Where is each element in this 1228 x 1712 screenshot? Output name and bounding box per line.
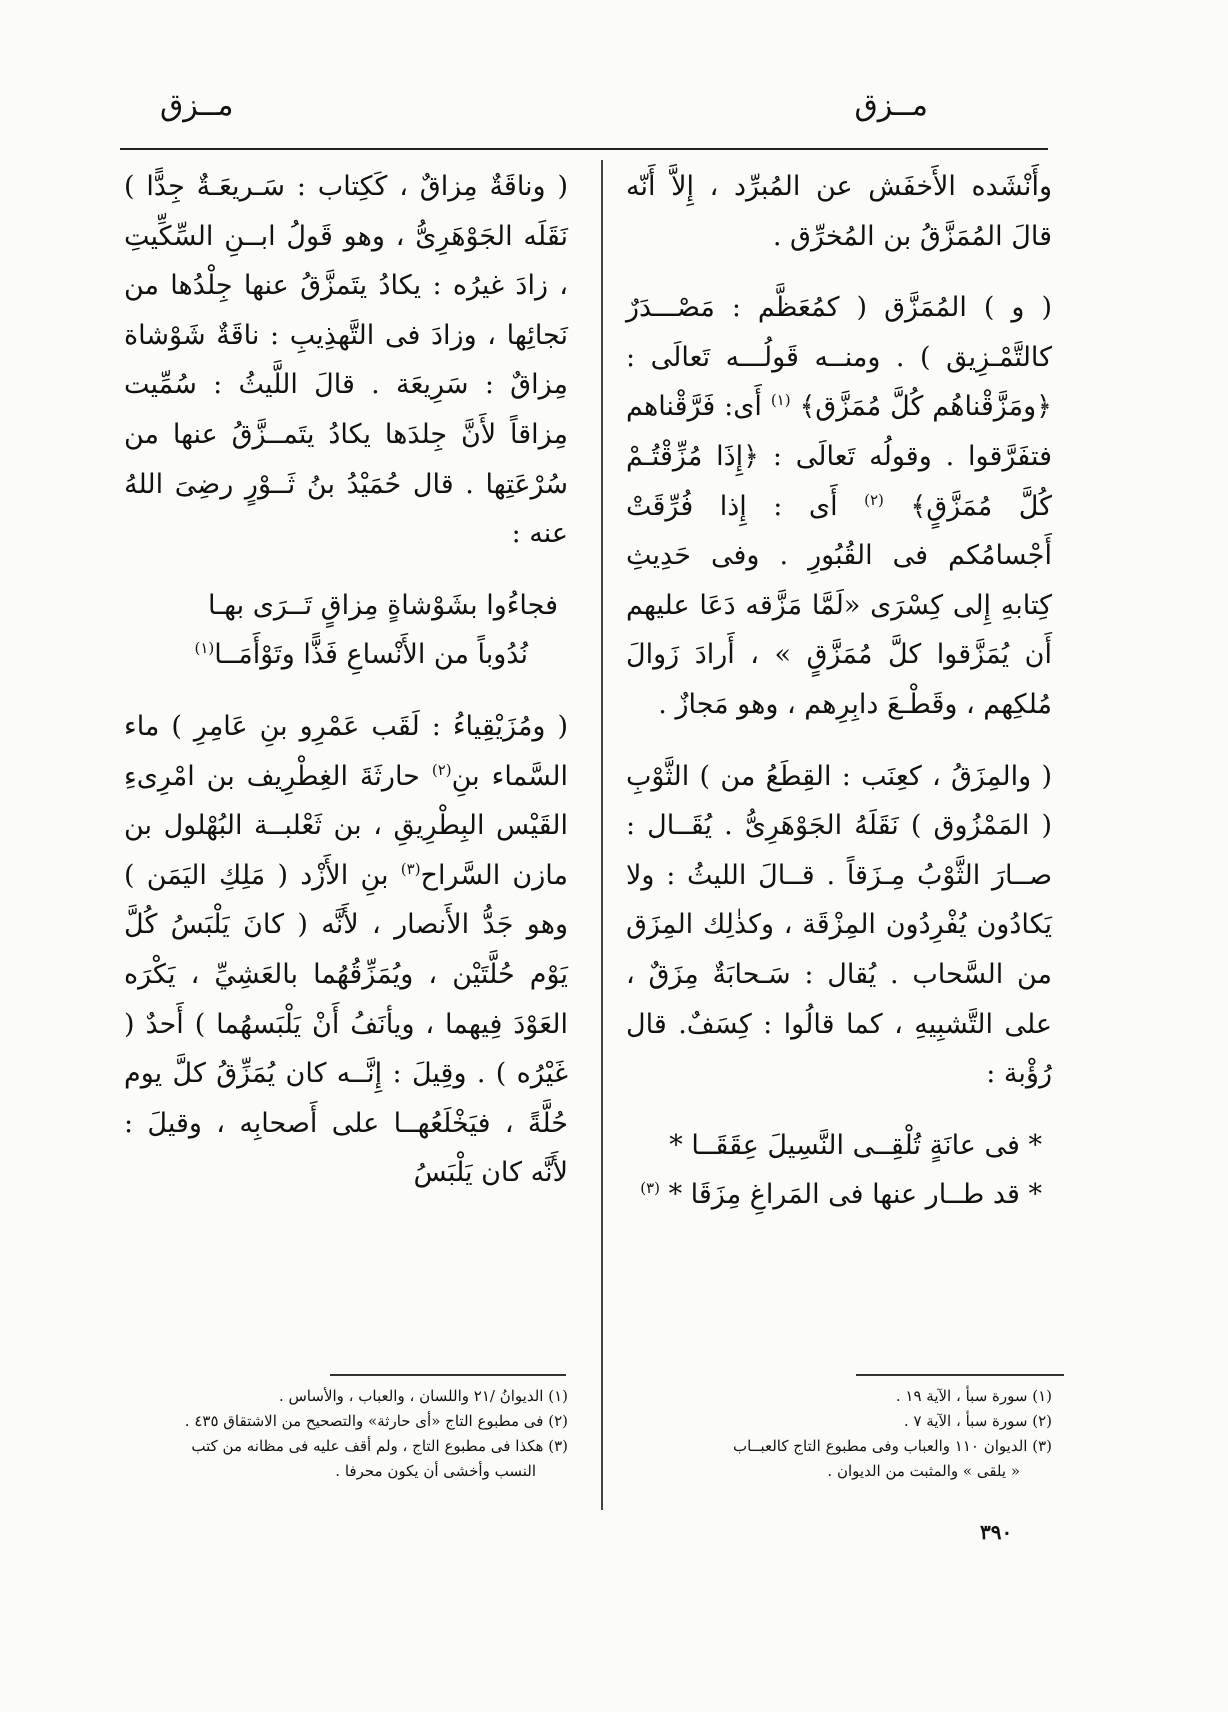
- footnote-rule-right: [856, 1374, 1064, 1376]
- verse-line-text: * قد طــار عنها فى المَراغِ مِزَقَا *: [668, 1179, 1042, 1211]
- right-p2-text-b: أَى: فَرَّقْناهم فتفَرَّقوا . وقولُه تَعالَى : ﴿إِذَا مُزِّقْتُـمْ كُلَّ مُمَزَّقٍ﴾: [626, 391, 1052, 522]
- right-paragraph-1: [626, 162, 1052, 261]
- footnote: (١) الديوانُ /٢١ واللسان ، والعباب ، والأساس .: [278, 1387, 568, 1405]
- running-head-left: مــزق: [160, 88, 234, 123]
- footnote-rule-left: [330, 1374, 566, 1376]
- footnote-ref: (٢): [431, 760, 452, 779]
- right-paragraph-2: [626, 283, 1052, 729]
- verse-line: [626, 1121, 1052, 1171]
- right-p2-text-a: ( و ) المُمَزَّق ( كمُعَظَّم : مَصْـــدَرٌ كالتَّمْـزِيق ) . ومنــه قَولُـــه تَعالَى : ﴿ومَزَّقْناهُم كُلَّ مُمَزَّق﴾: [626, 292, 1052, 423]
- footnote-ref: (٣): [400, 859, 421, 878]
- left-p1-text: ( وناقَةٌ مِزاقٌ ، كَكِتاب : سَـريعَـةٌ جِدًّا ) نَقَلَه الجَوْهَرِىُّ ، وهو قَولُ ابــنِ السِّكِّيتِ ، زادَ غيرُه : يكادُ يتَمزَّقُ عنها جِلْدُها من نَجائِها ، وزادَ فى التَّهذِيبِ : ناقَةٌ شَوْشاة مِزاقٌ : سَرِيعَة . قالَ اللَّيثُ : سُمِّيت مِزاقاً لأَنَّ جِلدَها يكادُ يتَمــزَّقُ عنها من سُرْعَتِها . قال حُمَيْدُ بنُ ثَــوْرٍ رضِىَ اللهُ عنه :: [124, 171, 568, 550]
- verse-line-text: نُدُوباً من الأَنْساعِ فَذًّا وتَوْأَمَــا: [214, 639, 528, 671]
- left-paragraph-2: [124, 702, 568, 1198]
- right-p3-text: ( والمِزَقُ ، كعِنَب : القِطَعُ من ) الثَّوْبِ ( المَمْزُوق ) نَقَلَهُ الجَوْهَرِىُّ . يُقَــال : صــارَ الثَّوْبُ مِـزَقاً . قــالَ الليثُ : ولا يَكادُون يُفْرِدُون المِزْقَة ، وكذٰلِك المِزَق من السَّحاب . يُقال : سَـحابَةٌ مِزَقٌ ، على التَّشبِيهِ ، كما قالُوا : كِسَفٌ. قال رُؤْبة :: [626, 760, 1052, 1090]
- left-column: [124, 162, 568, 1220]
- footnote-ref: (١): [770, 391, 791, 410]
- right-p2-text-c: أَى : إِذا فُرِّقَتْ أَجْسامُكم فى القُبُورِ . وفى حَدِيثِ كِتابهِ إِلى كِسْرَى «لَمَّا مَزَّقه دَعَا عليهم أَن يُمَزَّقوا كلَّ مُمَزَّقٍ » ، أَرادَ زَوالَ مُلكِهم ، وقَطْـعَ دابِرِهم ، وهو مَجازٌ .: [626, 490, 1052, 720]
- footnotes-left: [124, 1384, 568, 1484]
- footnote-continuation: النسب وأخشى أن يكون محرفا .: [335, 1462, 536, 1480]
- footnote: (٣) هكذا فى مطبوع التاج ، ولم أقف عليه فى مظانه من كتب: [191, 1437, 568, 1455]
- footnote: (١) سورة سبأ ، الآية ١٩ .: [895, 1387, 1052, 1405]
- running-head-right: مــزق: [854, 88, 928, 123]
- verse-line-text: فجاءُوا بشَوْشاةٍ مِزاقٍ تَــرَى بهـا: [208, 589, 558, 621]
- right-paragraph-3: [626, 752, 1052, 1099]
- left-paragraph-1: [124, 162, 568, 559]
- left-p2-text-c: بنِ الأَزْد ( مَلِكِ اليَمَن ) وهو جَدُّ الأَنصار ، لأَنَّه ( كانَ يَلْبَسُ كُلَّ يَوْم حُلَّتَيْن ، ويُمَزِّقُهُما بالعَشِيِّ ، يَكْرَه العَوْدَ فِيهما ، ويأنَفُ أَنْ يَلْبَسهُما ) أَحدٌ ( غَيْرُه ) . وقِيلَ : إِنَّــه كان يُمَزِّقُ كلَّ يوم حُلَّةً ، فيَخْلَعُهــا على أَصحابِه ، وقيلَ : لأَنَّه كان يَلْبَسُ: [124, 859, 568, 1189]
- footnote-continuation: « يلقى » والمثبت من الديوان .: [827, 1462, 1020, 1480]
- left-p2-text-a: ( ومُزَيْقِياءُ : لَقَب عَمْرِو بنِ عَامِرِ ) ماء السَّماء بنِ: [124, 710, 568, 792]
- verse-line: [124, 630, 568, 680]
- verse-line: [124, 581, 568, 631]
- verse-line-text: * فى عانَةٍ تُلْقِــى النَّسِيلَ عِقَقَــا *: [669, 1129, 1042, 1161]
- left-p2-text-b: حارثَةَ الغِطْرِيف بن امْرِىءِ القَيْس البِطْرِيقِ ، بن ثَعْلبــة البُهْلول بن مازن السَّراح: [124, 760, 568, 891]
- footnote: (٢) سورة سبأ ، الآية ٧ .: [903, 1412, 1052, 1430]
- left-verse: [124, 581, 568, 680]
- right-verse: [626, 1121, 1052, 1220]
- right-column: [626, 162, 1052, 1242]
- page-number: ٣٩٠: [980, 1520, 1013, 1544]
- footnote-ref: (٣): [640, 1179, 660, 1198]
- header-rule: [120, 148, 1048, 150]
- footnote-ref: (١): [194, 639, 215, 658]
- footnote-ref: (٢): [864, 490, 884, 509]
- footnote: (٣) الديوان ١١٠ والعباب وفى مطبوع التاج كالعبــاب: [732, 1437, 1052, 1455]
- verse-line: [626, 1170, 1052, 1220]
- column-divider: [601, 160, 603, 1510]
- right-p1-text: وأَنْشَده الأَخفَش عن المُبرِّد ، إِلاَّ أَنّه قالَ المُمَزَّقُ بن المُخرِّق .: [626, 171, 1052, 252]
- footnotes-right: [626, 1384, 1052, 1484]
- footnote: (٢) فى مطبوع التاج «أى حارثة» والتصحيح من الاشتقاق ٤٣٥ .: [184, 1412, 568, 1430]
